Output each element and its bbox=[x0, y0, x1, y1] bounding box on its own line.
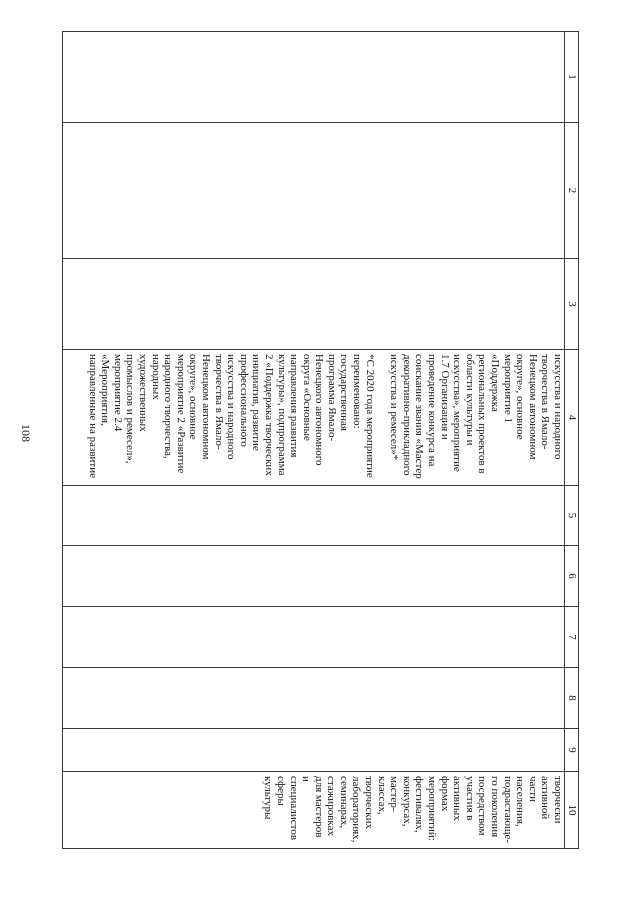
cell-col3 bbox=[63, 259, 565, 350]
page-number: 108 bbox=[19, 424, 33, 442]
cell-col6 bbox=[63, 546, 565, 607]
column-header-7: 7 bbox=[565, 607, 579, 668]
column-header-4: 4 bbox=[565, 350, 579, 486]
column-header-10: 10 bbox=[565, 772, 579, 849]
cell-col5 bbox=[63, 486, 565, 546]
column-header-5: 5 bbox=[565, 486, 579, 546]
column-header-3: 3 bbox=[565, 259, 579, 350]
programme-table bbox=[62, 31, 579, 849]
cell-col10 bbox=[63, 772, 565, 849]
column-header-6: 6 bbox=[565, 546, 579, 607]
column-header-8: 8 bbox=[565, 668, 579, 729]
column-header-1: 1 bbox=[565, 32, 579, 123]
cell-col8 bbox=[63, 668, 565, 729]
event-description: искусства и народного творчества в Ямало- Ненецком автономном округе», основное мероприятие 1 «Поддержка региональных проектов в области культуры и искусства», мероприятие 1.7 Организация и проведение конкурса на соискание звания «Мастер декоративно-прикладного искусства и ремесел»* bbox=[388, 354, 564, 479]
cell-col9 bbox=[63, 729, 565, 772]
column-header-9: 9 bbox=[565, 729, 579, 772]
rotated-page-content bbox=[62, 31, 579, 848]
column-number-row bbox=[565, 32, 579, 849]
cell-col1 bbox=[63, 32, 565, 123]
cell-col7 bbox=[63, 607, 565, 668]
renaming-footnote: *С 2020 года мероприятие переименовано: государственная программа Ямало- Ненецкого автономного округа «Основные направления развития культуры», подпрограмма 2 «Поддержка творческих инициатив, развитие профессионального искусства и народного творчества в Ямало- Ненецком автономном округе», основное мероприятие 2 «Развитие народного творчества, народных художественных промыслов и ремесел», мероприятие 2.4 «Мероприятия, направленные на развитие bbox=[86, 354, 376, 479]
column-header-2: 2 bbox=[565, 123, 579, 259]
table-row bbox=[63, 32, 565, 849]
expected-result-text: творчески активной части населения, подрастающе- го поколения посредством участия в активных формах мероприятий: фестивалях, конкурсах, мастер- классах, творческих лабораториях, семинарах, стажировках для мастеров и специалистов сферы культуры bbox=[262, 776, 564, 843]
cell-col2 bbox=[63, 123, 565, 259]
cell-col4 bbox=[63, 350, 565, 486]
